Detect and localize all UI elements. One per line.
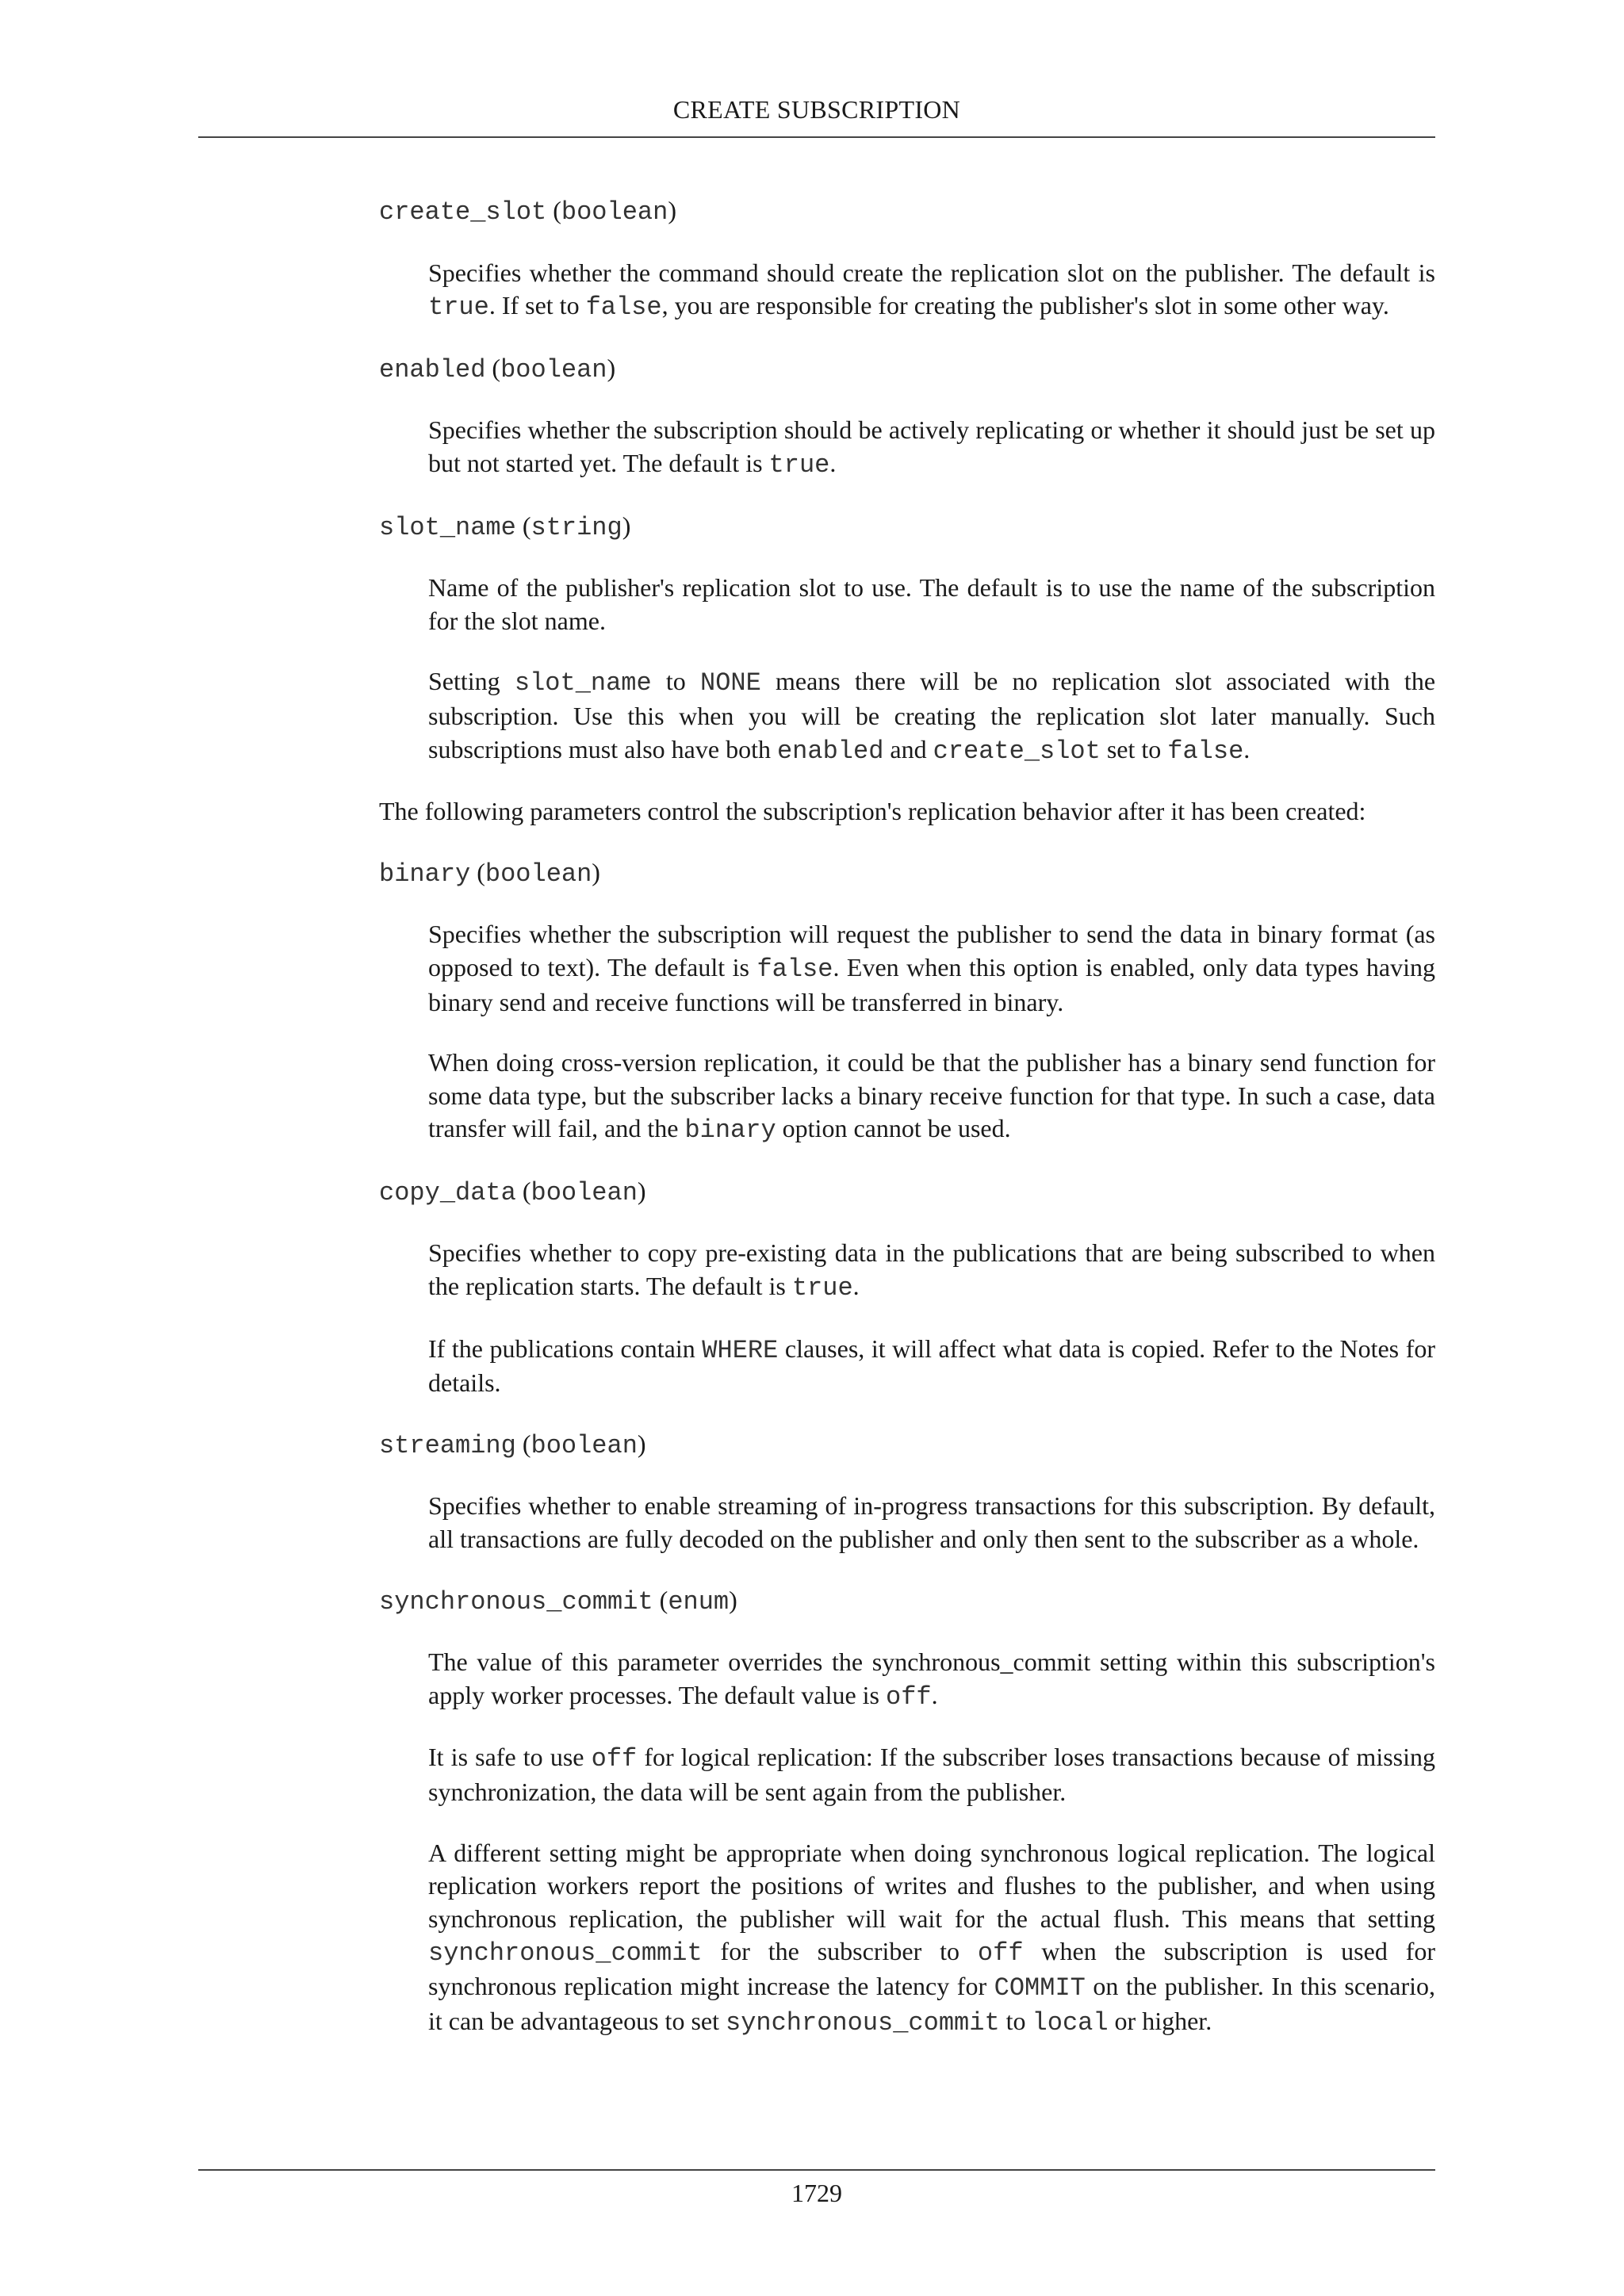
binary-cross-version-note: When doing cross-version replication, it could be that the publisher has a binary send function for some data type, but the subscriber lacks a binary receive function for that type. In such a case, data transfer will fail, and the binary option cannot be used. (428, 1048, 1435, 1146)
copy-data-description: Specifies whether to copy pre-existing data in the publications that are being subscribed to when the replication starts. The default is true. (428, 1238, 1435, 1303)
page-body (379, 194, 1435, 2039)
create-slot-description: Specifies whether the command should create the replication slot on the publisher. The default is true. If set to false, you are responsible for creating the publisher's slot in some other way. (428, 258, 1435, 323)
footer-rule (198, 2169, 1435, 2171)
param-name: enabled (379, 354, 486, 385)
copy-data-where-note: If the publications contain WHERE clauses, it will affect what data is copied. Refer to the Notes for details. (428, 1334, 1436, 1398)
synchronous-commit-latency-note: A different setting might be appropriate when doing synchronous logical replication. The logical replication workers report the positions of writes and flushes to the publisher, and when using synchronous replication, the publisher will wait for the actual flush. This means that setting synchronous_commit for the subscriber to off when the subscription is used for synchronous replication might increase the latency for COMMIT on the publisher. In this scenario, it can be advantageous to set synchronous_commit to local or higher. (428, 1838, 1436, 2038)
slot-name-none-note: Setting slot_name to NONE means there will be no replication slot associated with the subscription. Use this when you will be creating the replication slot later manually. Such subscriptions must also have both enabled and create_slot set to false. (428, 667, 1436, 766)
slot-name-description: Name of the publisher's replication slot to use. The default is to use the name of the subscription for the slot name. (428, 573, 1435, 635)
param-name: copy_data (379, 1177, 516, 1207)
param-type: boolean (561, 197, 668, 227)
term-binary: binary (boolean) (379, 857, 600, 889)
term-enabled: enabled (boolean) (379, 353, 616, 385)
param-name: synchronous_commit (379, 1586, 653, 1617)
behavior-parameters-intro: The following parameters control the subscription's replication behavior after it has been created: (379, 797, 1366, 826)
running-header: CREATE SUBSCRIPTION (672, 95, 961, 124)
term-copy-data: copy_data (boolean) (379, 1176, 646, 1207)
param-name: binary (379, 859, 471, 889)
param-type: boolean (500, 354, 607, 385)
param-type: boolean (485, 859, 592, 889)
synchronous-commit-description: The value of this parameter overrides the synchronous_commit setting within this subscription's apply worker processes. The default value is off. (428, 1647, 1435, 1712)
param-type: enum (668, 1586, 730, 1617)
page-number: 1729 (791, 2179, 842, 2207)
streaming-description: Specifies whether to enable streaming of in-progress transactions for this subscription. By default, all transactions are fully decoded on the publisher and only then sent to the subscriber as a whole. (428, 1491, 1435, 1554)
param-name: streaming (379, 1430, 516, 1460)
term-create-slot: create_slot (boolean) (379, 196, 676, 227)
header-rule (198, 136, 1435, 138)
synchronous-commit-safety-note: It is safe to use off for logical replication: If the subscriber loses transactions because of missing synchronization, the data will be sent again from the publisher. (428, 1743, 1436, 1806)
enabled-description: Specifies whether the subscription should be actively replicating or whether it should just be set up but not started yet. The default is true. (428, 415, 1435, 480)
term-streaming: streaming (boolean) (379, 1429, 646, 1460)
param-type: string (530, 512, 622, 542)
binary-description: Specifies whether the subscription will request the publisher to send the data in binary format (as opposed to text). The default is false. Even when this option is enabled, only data types having binary send and receive functions will be transferred in binary. (428, 920, 1436, 1016)
param-type: boolean (530, 1430, 638, 1460)
param-name: slot_name (379, 512, 516, 542)
param-name: create_slot (379, 197, 547, 227)
term-slot-name: slot_name (string) (379, 511, 631, 542)
term-synchronous-commit: synchronous_commit (enum) (379, 1585, 737, 1617)
param-type: boolean (530, 1177, 638, 1207)
